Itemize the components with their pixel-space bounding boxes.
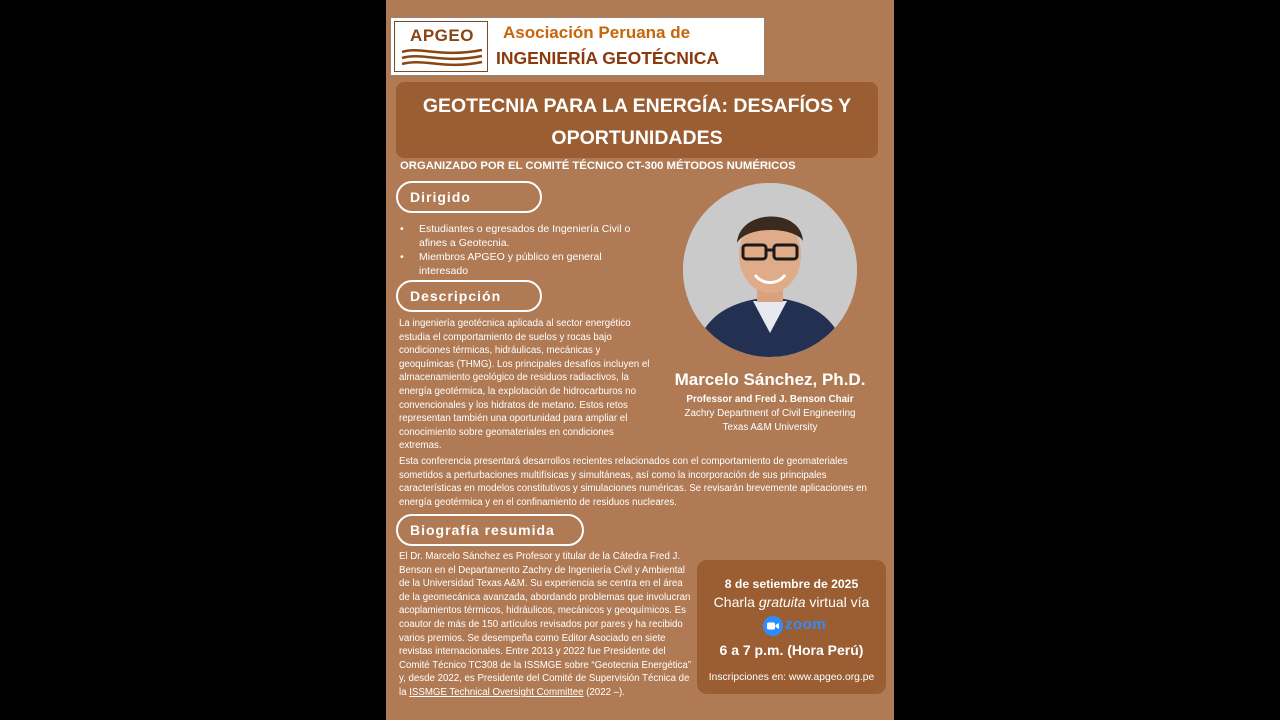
- event-format: [697, 594, 886, 610]
- list-item: • Miembros APGEO y público en general interesado: [400, 251, 650, 278]
- zoom-wordmark: zoom: [785, 616, 827, 633]
- speaker-role: Professor and Fred J. Benson Chair: [686, 394, 854, 405]
- bio-paragraph: [399, 550, 695, 700]
- bio-tail: (2022 –).: [583, 686, 625, 698]
- title-banner: [396, 82, 878, 158]
- zoom-logo: [763, 615, 833, 637]
- camera-icon: [763, 616, 783, 636]
- logo-line-1: Asociación Peruana de: [503, 23, 691, 42]
- committee-link[interactable]: ISSMGE Technical Oversight Committee: [409, 686, 584, 698]
- organizer-line: ORGANIZADO POR EL COMITÉ TÉCNICO CT-300 MÉTODOS NUMÉRICOS: [400, 160, 796, 172]
- list-item: • Estudiantes o egresados de Ingeniería Civil o afines a Geotecnia.: [400, 223, 650, 250]
- section-heading-dirigido: Dirigido: [396, 181, 542, 213]
- section-heading-descripcion: Descripción: [396, 280, 542, 312]
- audience-list: [400, 223, 650, 279]
- section-heading-biografia: Biografía resumida: [396, 514, 584, 546]
- event-date: 8 de setiembre de 2025: [724, 577, 859, 591]
- event-title: GEOTECNIA PARA LA ENERGÍA: DESAFÍOS Y OPORTUNIDADES: [422, 95, 852, 149]
- apgeo-logo: [390, 17, 765, 76]
- event-poster: [386, 0, 894, 720]
- speaker-department: Zachry Department of Civil Engineering: [684, 408, 856, 419]
- event-details-box: [697, 560, 886, 694]
- logo-mark: [394, 21, 488, 72]
- speaker-portrait-icon: [683, 183, 857, 357]
- registration-info: Inscripciones en: www.apgeo.org.pe: [708, 672, 875, 683]
- format-prefix: Charla: [713, 594, 759, 610]
- speaker-university: Texas A&M University: [722, 422, 818, 433]
- description-paragraph: La ingeniería geotécnica aplicada al sector energético estudia el comportamiento de suelos y rocas bajo condiciones térmicas, hidráulicas, mecánicas y geoquímicas (THMG). Los principales desafíos incluyen el almacenamiento geológico de residuos radiactivos, la energía geotérmica, la explotación de hidrocarburos no convencionales y los hidratos de metano. Estos retos representan también una oportunidad para ampliar el conocimiento sobre geomateriales en condiciones extremas.: [399, 318, 650, 452]
- speaker-photo: [683, 183, 857, 357]
- bio-text: El Dr. Marcelo Sánchez es Profesor y titular de la Cátedra Fred J. Benson en el Departamento Zachry de Ingeniería Civil y Ambiental de la Universidad Texas A&M. Su experiencia se centra en el área de la geomecánica avanzada, abordando problemas que involucran acoplamientos térmicos, hidráulicos, mecánicos y geoquímicos. Es coautor de más de 150 artículos revisados por pares y ha recibido varios premios. Se desempeña como Editor Asociado en siete revistas internacionales. Entre 2013 y 2022 fue Presidente del Comité Técnico TC308 de la ISSMGE sobre “Geotecnia Energética” y, desde 2022, es Presidente del Comité de Supervisión Técnica de la: [399, 551, 692, 698]
- logo-line-2: INGENIERÍA GEOTÉCNICA: [496, 48, 719, 68]
- logo-acronym: APGEO: [410, 26, 474, 45]
- conference-paragraph: Esta conferencia presentará desarrollos recientes relacionados con el comportamiento de geomateriales sometidos a perturbaciones multifísicas y simultáneas, así como la incorporación de sus principales características en modelos constitutivos y simulaciones numéricas. Se revisarán brevemente aplicaciones en energía geotérmica y en el confinamiento de residuos nucleares.: [399, 456, 867, 508]
- event-time: 6 a 7 p.m. (Hora Perú): [719, 642, 864, 658]
- speaker-name: Marcelo Sánchez, Ph.D.: [674, 370, 866, 389]
- format-suffix: virtual vía: [805, 594, 870, 610]
- wave-icon: [400, 46, 484, 70]
- format-emphasis: gratuita: [758, 594, 806, 610]
